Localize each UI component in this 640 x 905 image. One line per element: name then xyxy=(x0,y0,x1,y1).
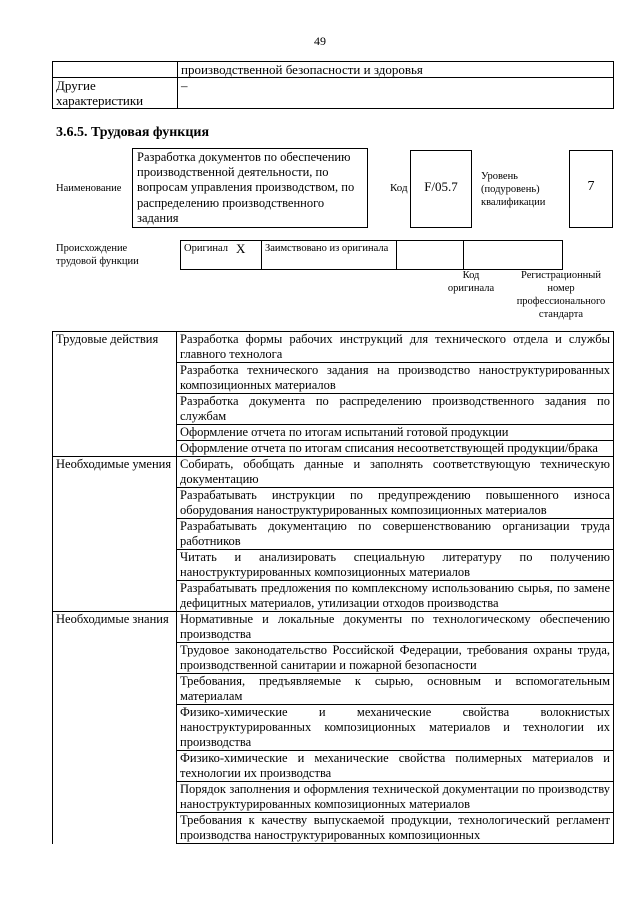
category-cell: Необходимые умения xyxy=(53,457,177,488)
item-cell: Разработка формы рабочих инструкций для технического отдела и службы главного технолога xyxy=(177,332,614,363)
item-cell: Требования, предъявляемые к сырью, основным и вспомогательным материалам xyxy=(177,674,614,705)
item-cell: Разрабатывать инструкции по предупреждению повышенного износа оборудования наноструктурированных композиционных материалов xyxy=(177,488,614,519)
table-row xyxy=(53,441,614,457)
other-characteristics-table xyxy=(52,61,614,109)
item-cell: Физико-химические и механические свойства волокнистых наноструктурированных композиционных материалов и технологии их производства xyxy=(177,705,614,751)
original-mark: X xyxy=(233,241,262,270)
code-label: Код xyxy=(390,182,408,194)
function-details-table xyxy=(52,331,614,844)
category-cell xyxy=(53,441,177,457)
category-cell xyxy=(53,782,177,813)
item-cell: Разработка технического задания на производство наноструктурированных композиционных материалов xyxy=(177,363,614,394)
category-cell xyxy=(53,813,177,844)
table-row xyxy=(53,674,614,705)
original-label: Оригинал xyxy=(181,241,234,270)
category-cell xyxy=(53,394,177,425)
table-cell: производственной безопасности и здоровья xyxy=(178,62,614,78)
category-cell: Трудовые действия xyxy=(53,332,177,363)
qualification-level-box: 7 xyxy=(569,150,613,228)
item-cell: Порядок заполнения и оформления технической документации по производству наноструктурированных композиционных материалов xyxy=(177,782,614,813)
table-row xyxy=(53,519,614,550)
table-row xyxy=(53,488,614,519)
item-cell: Читать и анализировать специальную литературу по получению наноструктурированных композиционных материалов xyxy=(177,550,614,581)
qualification-level-label xyxy=(481,170,561,209)
table-cell: – xyxy=(178,78,614,109)
page-number: 49 xyxy=(314,34,326,48)
table-cell: Другие характеристики xyxy=(53,78,178,109)
item-cell: Разрабатывать предложения по комплексному использованию сырья, по замене дефицитных материалов, утилизации отходов производства xyxy=(177,581,614,612)
category-cell: Необходимые знания xyxy=(53,612,177,643)
category-cell xyxy=(53,488,177,519)
origin-table xyxy=(180,240,563,270)
table-row xyxy=(53,78,614,109)
item-cell: Нормативные и локальные документы по технологическому обеспечению производства xyxy=(177,612,614,643)
name-label: Наименование xyxy=(56,183,122,194)
table-row xyxy=(53,612,614,643)
table-row xyxy=(53,813,614,844)
section-title: 3.6.5. Трудовая функция xyxy=(56,125,210,140)
category-cell xyxy=(53,581,177,612)
item-cell: Требования к качеству выпускаемой продукции, технологический регламент производства наноструктурированных композиционных xyxy=(177,813,614,844)
table-row xyxy=(53,705,614,751)
item-cell: Физико-химические и механические свойства полимерных материалов и технологии их производства xyxy=(177,751,614,782)
category-cell xyxy=(53,550,177,581)
table-row xyxy=(53,363,614,394)
table-row xyxy=(181,241,563,270)
table-row xyxy=(53,425,614,441)
table-row xyxy=(53,457,614,488)
category-cell xyxy=(53,643,177,674)
table-row xyxy=(53,332,614,363)
table-row xyxy=(53,62,614,78)
item-cell: Оформление отчета по итогам испытаний готовой продукции xyxy=(177,425,614,441)
table-row xyxy=(53,782,614,813)
origin-label: Происхождение трудовой функции xyxy=(56,243,139,267)
borrowed-label: Заимствовано из оригинала xyxy=(262,241,397,270)
table-row xyxy=(53,394,614,425)
reg-number-caption: Регистрационный номер профессионального стандарта xyxy=(516,270,606,320)
category-cell xyxy=(53,519,177,550)
table-cell xyxy=(53,62,178,78)
table-row xyxy=(53,751,614,782)
item-cell: Разрабатывать документацию по совершенствованию организации труда работников xyxy=(177,519,614,550)
table-row xyxy=(53,581,614,612)
category-cell xyxy=(53,674,177,705)
category-cell xyxy=(53,425,177,441)
code-original-cell xyxy=(397,241,464,270)
category-cell xyxy=(53,705,177,751)
function-code-box: F/05.7 xyxy=(410,150,472,228)
item-cell: Разработка документа по распределению производственного задания по службам xyxy=(177,394,614,425)
item-cell: Оформление отчета по итогам списания несоответствующей продукции/брака xyxy=(177,441,614,457)
function-name-box: Разработка документов по обеспечению производственной деятельности, по вопросам управления производством, по распределению производственного задания xyxy=(132,148,368,228)
reg-number-cell xyxy=(464,241,563,270)
code-original-caption: Код оригинала xyxy=(447,270,495,294)
table-row xyxy=(53,550,614,581)
table-row xyxy=(53,643,614,674)
category-cell xyxy=(53,363,177,394)
item-cell: Собирать, обобщать данные и заполнять соответствующую техническую документацию xyxy=(177,457,614,488)
category-cell xyxy=(53,751,177,782)
item-cell: Трудовое законодательство Российской Федерации, требования охраны труда, производственной санитарии и пожарной безопасности xyxy=(177,643,614,674)
level-label-text: Уровень (подуровень) квалификации xyxy=(481,171,546,208)
